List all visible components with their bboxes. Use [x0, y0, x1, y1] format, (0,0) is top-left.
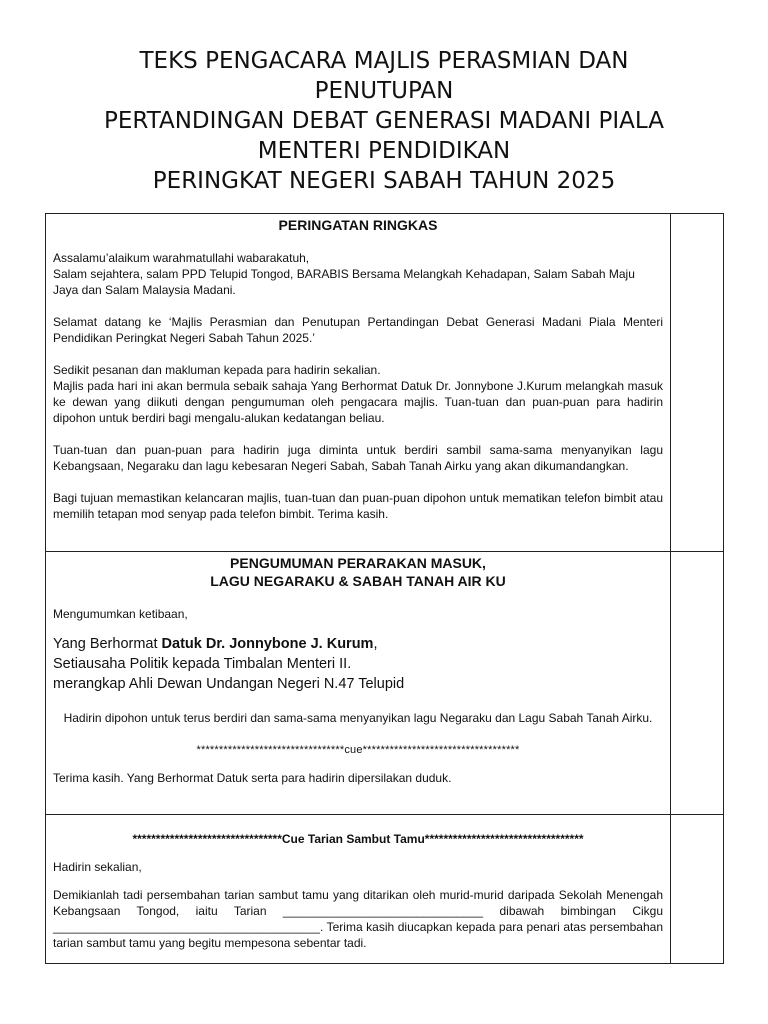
cue-marker: *********************************cue***********************************	[196, 744, 520, 756]
vip-name: Datuk Dr. Jonnybone J. Kurum	[161, 636, 374, 652]
section-row-peringatan	[46, 214, 724, 552]
hadirin-line: Hadirin sekalian,	[53, 860, 142, 874]
section-heading-perarakan-1: PENGUMUMAN PERARAKAN MASUK,	[230, 555, 486, 571]
stand-instruction: Hadirin dipohon untuk terus berdiri dan sama-sama menyanyikan lagu Negaraku dan Lagu Sabah Tanah Airku.	[63, 711, 653, 725]
title-line-2: PENUTUPAN	[314, 78, 454, 104]
notice-paragraph: Majlis pada hari ini akan bermula sebaik sahaja Yang Berhormat Datuk Dr. Jonnybone J.Kurum melangkah masuk ke dewan yang diikuti dengan pengumuman oleh pengacara majlis. Tuan-tuan dan puan-puan para hadirin dipohon untuk berdiri bagi mengalu-alukan kedatangan beliau.	[53, 379, 663, 425]
anthem-paragraph: Tuan-tuan dan puan-puan para hadirin juga diminta untuk berdiri sambil sama-sama menyanyikan lagu Kebangsaan, Negaraku dan lagu kebesaran Negeri Sabah, Sabah Tanah Airku yang akan dikumandangkan.	[53, 443, 663, 473]
title-line-1: TEKS PENGACARA MAJLIS PERASMIAN DAN	[139, 48, 629, 74]
section-row-tarian	[46, 815, 724, 964]
section-cell-tarian	[46, 815, 671, 964]
section-cell-perarakan	[46, 552, 671, 815]
notes-cell	[671, 214, 724, 552]
salam-line: Salam sejahtera, salam PPD Telupid Tongod, BARABIS Bersama Melangkah Kehadapan, Salam Sabah Maju Jaya dan Salam Malaysia Madani.	[53, 267, 635, 297]
tarian-paragraph: Demikianlah tadi persembahan tarian sambut tamu yang ditarikan oleh murid-murid daripada Sekolah Menengah Kebangsaan Tongod, iaitu Tarian ______________________________ dibawah bimbingan Cikgu ________________________________________. Terima kasih diucapkan kepada para penari atas persembahan tarian sambut tamu yang begitu mempesona sebentar tadi.	[53, 888, 663, 950]
thanks-line: Terima kasih. Yang Berhormat Datuk serta para hadirin dipersilakan duduk.	[53, 771, 452, 785]
section-heading-peringatan: PERINGATAN RINGKAS	[278, 217, 438, 233]
announce-line: Mengumumkan ketibaan,	[53, 607, 188, 621]
title-line-3: PERTANDINGAN DEBAT GENERASI MADANI PIALA	[104, 108, 664, 134]
greeting-line: Assalamu’alaikum warahmatullahi wabarakatuh,	[53, 251, 310, 265]
cue-tarian: ********************************Cue Tarian Sambut Tamu**********************************	[132, 832, 584, 846]
section-heading-perarakan-2: LAGU NEGARAKU & SABAH TANAH AIR KU	[210, 573, 506, 589]
notes-cell	[671, 815, 724, 964]
phone-paragraph: Bagi tujuan memastikan kelancaran majlis, tuan-tuan dan puan-puan dipohon untuk mematikan telefon bimbit atau memilih tetapan mod senyap pada telefon bimbit. Terima kasih.	[53, 491, 663, 521]
vip-line	[53, 634, 663, 654]
section-cell-peringatan	[46, 214, 671, 552]
notice-line: Sedikit pesanan dan makluman kepada para hadirin sekalian.	[53, 363, 381, 377]
section-row-perarakan	[46, 552, 724, 815]
vip-role-2: merangkap Ahli Dewan Undangan Negeri N.47 Telupid	[53, 676, 405, 692]
welcome-paragraph: Selamat datang ke ‘Majlis Perasmian dan Penutupan Pertandingan Debat Generasi Madani Piala Menteri Pendidikan Peringkat Negeri Sabah Tahun 2025.’	[53, 315, 663, 345]
title-line-4: MENTERI PENDIDIKAN	[257, 138, 511, 164]
notes-cell	[671, 552, 724, 815]
vip-prefix: Yang Berhormat	[53, 636, 162, 652]
vip-suffix: ,	[373, 636, 378, 652]
title-line-5: PERINGKAT NEGERI SABAH TAHUN 2025	[152, 168, 616, 194]
document-title	[40, 46, 728, 196]
script-table	[45, 213, 724, 964]
vip-role-1: Setiausaha Politik kepada Timbalan Menteri II.	[53, 656, 352, 672]
